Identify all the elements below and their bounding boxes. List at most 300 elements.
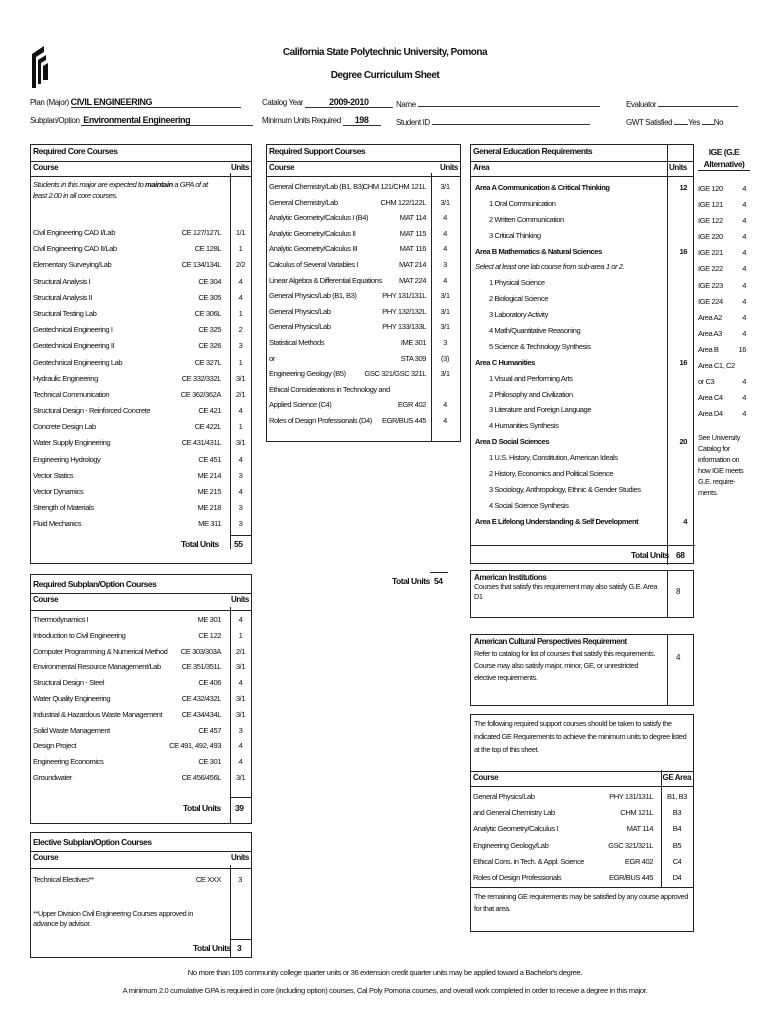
ge-subarea-row: [471, 275, 693, 291]
course-units: 3: [443, 337, 447, 347]
course-name: Structural Analysis II: [33, 292, 92, 302]
course-code: CE 134/134L: [181, 260, 221, 270]
course-units: 1: [238, 308, 243, 318]
ge-subarea-row: [471, 402, 693, 418]
course-name: Engineering Geology (B5): [269, 369, 346, 379]
ge-area-text: 4 Humanities Synthesis: [489, 421, 559, 431]
ige-row: [698, 245, 750, 261]
course-name: Geotechnical Engineering II: [33, 341, 115, 351]
core-total-value: 55: [234, 539, 243, 549]
course-code: CE 421: [198, 406, 221, 416]
course-row: [31, 371, 251, 387]
course-name: General Physics/Lab: [269, 306, 331, 316]
core-title: Required Core Courses: [31, 145, 251, 162]
ige-column: [698, 146, 750, 498]
ge-subarea-row: [471, 307, 693, 323]
course-code: CE 304: [198, 276, 221, 286]
course-code: PHY 133/133L: [382, 322, 426, 332]
ige-row: [698, 181, 750, 197]
ge-area-text: 1 Oral Communication: [489, 198, 556, 208]
gwt-yes-label: Yes: [688, 118, 700, 127]
course-row: [31, 241, 251, 257]
american-institutions-text: Courses that satisfy this requirement may also satisfy G.E. Area D1: [474, 582, 658, 601]
course-code: CE 301: [198, 757, 221, 767]
student-id-field[interactable]: [396, 115, 590, 127]
support-col-course: Course: [269, 163, 295, 172]
course-code: IME 301: [400, 337, 426, 347]
subplan-rows: [31, 611, 251, 786]
course-name: Environmental Resource Management/Lab: [33, 662, 161, 672]
evaluator-label: Evaluator: [626, 100, 657, 109]
support-ge-course: Engineering Geology/Lab: [473, 840, 549, 850]
plan-label: Plan (Major): [30, 98, 69, 107]
support-ge-row: [471, 821, 693, 837]
support-ge-area: B4: [672, 824, 682, 834]
ge-subarea-row: [471, 339, 693, 355]
ige-units: 4: [742, 377, 746, 387]
course-code: PHY 132/132L: [382, 306, 426, 316]
support-ge-code: EGR 402: [624, 856, 653, 866]
ige-course: IGE 120: [698, 184, 723, 193]
name-field[interactable]: [396, 97, 600, 109]
course-name: Groundwater: [33, 772, 72, 782]
support-ge-code: CHM 121L: [620, 808, 653, 818]
support-ge-code: PHY 131/131L: [609, 792, 653, 801]
ige-course: IGE 224: [698, 296, 723, 306]
course-units: 3: [443, 259, 447, 269]
course-units: 3/1: [440, 306, 450, 316]
course-name: Strength of Materials: [33, 503, 94, 513]
ge-area-text: 1 Visual and Performing Arts: [489, 373, 573, 383]
course-code: CE 303/303A: [180, 646, 221, 656]
course-row: [31, 257, 251, 273]
course-code: ME 311: [198, 519, 221, 529]
ge-area-text: Area C Humanities: [475, 357, 535, 367]
course-code: ME 301: [197, 615, 221, 624]
ge-area-text: 2 Philosophy and Civilization: [489, 389, 573, 399]
course-units: 3/1: [440, 322, 450, 332]
ge-total-label: Total Units: [631, 550, 669, 560]
plan-value: CIVIL ENGINEERING: [70, 97, 153, 107]
ge-area-text: 3 Critical Thinking: [489, 230, 541, 240]
ge-area-text: 3 Literature and Foreign Language: [489, 405, 592, 415]
elective-course-code: CE XXX: [195, 875, 221, 884]
course-units: 4: [238, 454, 243, 464]
course-code: CE 351/351L: [181, 662, 221, 672]
student-id-label: Student ID: [396, 118, 430, 127]
course-units: 4: [238, 615, 243, 624]
support-ge-code: GSC 321/321L: [608, 840, 653, 850]
ige-course: Area A3: [698, 328, 722, 338]
ige-course: IGE 223: [698, 280, 723, 290]
course-name: Structural Design - Reinforced Concrete: [33, 406, 151, 416]
course-units: 1/1: [235, 228, 246, 237]
ge-title: General Education Requirements: [473, 146, 593, 156]
course-name: General Chemistry/Lab (B1, B3): [269, 182, 364, 191]
course-code: PHY 131/131L: [382, 291, 426, 301]
ige-course: IGE 220: [698, 232, 723, 242]
ige-units: 16: [738, 344, 746, 354]
course-row: [31, 628, 251, 644]
ige-row: [698, 229, 750, 245]
ge-area-row: [471, 244, 693, 260]
course-units: 1: [238, 422, 243, 432]
catalog-year-value: 2009-2010: [329, 97, 369, 107]
american-cultural-units: 4: [676, 653, 681, 662]
support-total-value: 54: [434, 576, 443, 586]
ge-area-text: 2 Written Communication: [489, 214, 564, 224]
support-ge-code: MAT 114: [626, 824, 653, 834]
support-ge-box: [470, 714, 694, 932]
course-units: 4: [443, 213, 447, 223]
elective-total-label: Total Units: [193, 943, 231, 953]
ge-area-text: 5 Science & Technology Synthesis: [489, 341, 591, 351]
course-row: [31, 516, 251, 532]
ige-row: [698, 278, 750, 294]
support-ge-footer: The remaining GE requirements may be satisfied by any course approved for that area.: [474, 892, 688, 913]
subplan-col-units: Units: [230, 595, 249, 604]
course-name: Introduction to Civil Engineering: [33, 630, 126, 640]
course-name: Ethical Considerations in Technology and: [269, 384, 390, 394]
course-name: Computer Programming & Numerical Method: [33, 646, 168, 656]
core-rows: [31, 225, 251, 533]
american-cultural-text: Refer to catalog for list of courses that satisfy this requirements. Course may also satisfy major, minor, GE, or unrestricted elective requirements.: [474, 649, 656, 682]
course-code: CE 362/362A: [180, 389, 221, 399]
ige-row: [698, 390, 750, 406]
course-code: MAT 214: [399, 259, 426, 269]
course-units: 4: [238, 741, 243, 751]
ige-units: 4: [742, 232, 746, 242]
support-ge-area: C4: [672, 856, 682, 866]
course-code: CE 491, 492, 493: [169, 741, 221, 751]
course-row: [31, 338, 251, 354]
course-units: 3: [238, 503, 243, 513]
course-units: 2/1: [235, 389, 246, 399]
course-code: CE 306L: [194, 308, 221, 318]
course-name: Linear Algebra & Differential Equations: [269, 275, 382, 285]
course-units: 4: [443, 228, 447, 238]
ge-subarea-row: [471, 466, 693, 482]
ge-area-units: 4: [683, 516, 687, 526]
support-ge-area: B3: [672, 808, 682, 818]
course-name: Applied Science (C4): [269, 400, 332, 410]
catalog-year-field: [262, 97, 393, 108]
ige-row: [698, 326, 750, 342]
course-units: 4: [443, 275, 447, 285]
american-cultural-box: [470, 634, 694, 706]
ge-area-text: 3 Laboratory Activity: [489, 310, 548, 320]
course-name: Calculus of Several Variables I: [269, 259, 358, 269]
gwt-field: [626, 115, 723, 127]
ige-course: IGE 222: [698, 264, 723, 274]
course-code: CHM 122/122L: [380, 197, 426, 207]
ge-subarea-row: [471, 498, 693, 514]
core-gpa-note: Students in this major are expected to maintain a GPA of at least 2.00 in all core courses.: [33, 180, 208, 200]
gwt-yes-blank[interactable]: [674, 115, 688, 125]
ge-subarea-row: [471, 323, 693, 339]
subplan-field: [30, 115, 253, 126]
elective-title: Elective Subplan/Option Courses: [31, 833, 251, 852]
course-name: Structural Design - Steel: [33, 678, 105, 688]
min-units-label: Minimum Units Required: [262, 116, 341, 125]
course-units: 4: [238, 276, 243, 286]
course-units: 3/1: [440, 182, 450, 191]
course-name: Water Quality Engineering: [33, 693, 111, 703]
support-ge-row: [471, 854, 693, 870]
course-code: EGR/BUS 445: [381, 415, 426, 425]
ge-area-row: [471, 434, 693, 450]
gwt-no-blank[interactable]: [702, 115, 714, 125]
ige-row: [698, 294, 750, 310]
support-ge-col-area: GE Area: [662, 773, 691, 782]
elective-col-units: Units: [230, 853, 249, 862]
support-total-label: Total Units: [392, 576, 430, 586]
course-code: MAT 114: [399, 213, 426, 223]
course-code: CE 451: [198, 454, 221, 464]
american-institutions-title: American Institutions: [474, 573, 547, 582]
elective-courses-box: [30, 832, 252, 958]
ge-rows: [471, 177, 693, 530]
support-title: Required Support Courses: [267, 145, 460, 162]
course-units: 3/1: [235, 693, 246, 703]
course-name: Analytic Geometry/Calculus I (B4): [269, 213, 369, 223]
course-row: [31, 612, 251, 628]
ge-column-header: [471, 161, 693, 177]
support-ge-course: Analytic Geometry/Calculus I: [473, 824, 558, 834]
course-units: 3/1: [235, 662, 246, 672]
ige-course: Area B: [698, 344, 719, 354]
support-ge-row: [471, 870, 693, 886]
support-ge-rows: [471, 787, 693, 886]
ige-course: Area C1, C2: [698, 361, 735, 371]
gwt-label: GWT Satisfied: [626, 118, 673, 127]
support-col-units: Units: [439, 163, 458, 172]
support-ge-area: B1, B3: [666, 792, 688, 801]
ige-row: [698, 197, 750, 213]
ige-course: IGE 122: [698, 216, 723, 226]
elective-total-value: 3: [237, 943, 242, 953]
document-title: Degree Curriculum Sheet: [330, 70, 440, 81]
course-row: [31, 500, 251, 516]
ige-course: Area D4: [698, 409, 723, 419]
course-code: GSC 321/GSC 321L: [364, 369, 426, 379]
course-row: [31, 387, 251, 403]
course-name: Geotechnical Engineering Lab: [33, 357, 123, 367]
subplan-total-label: Total Units: [183, 803, 221, 813]
ge-area-row: [471, 514, 693, 530]
catalog-year-label: Catalog Year: [262, 98, 304, 107]
ge-total-value: 68: [676, 550, 685, 560]
course-code: CE 127/127L: [181, 228, 221, 237]
min-units-value: 198: [354, 115, 369, 125]
name-label: Name: [396, 100, 416, 109]
course-code: CE 431/431L: [181, 438, 221, 448]
course-row: [31, 659, 251, 675]
course-name: General Chemistry/Lab: [269, 197, 338, 207]
course-code: CE 332/332L: [181, 373, 221, 383]
subplan-title: Required Subplan/Option Courses: [31, 575, 251, 594]
elective-row: [31, 875, 251, 886]
support-ge-column-header: [471, 771, 693, 787]
course-name: General Physics/Lab: [269, 322, 331, 332]
course-units: (3): [441, 353, 449, 363]
ige-course: IGE 121: [698, 200, 723, 210]
course-units: 3/1: [235, 438, 246, 448]
ige-units: 4: [742, 280, 746, 290]
course-name: Statistical Methods: [269, 337, 325, 347]
course-row: [31, 675, 251, 691]
support-ge-intro: The following required support courses should be taken to satisfy the indicated GE Requirements to achieve the minimum units to degree listed at the top of this sheet.: [474, 719, 687, 754]
course-name: Water Supply Engineering: [33, 438, 111, 448]
course-code: EGR 402: [397, 400, 426, 410]
support-ge-code: EGR/BUS 445: [608, 872, 653, 882]
course-row: [31, 355, 251, 371]
course-code: CE 305: [198, 292, 221, 302]
ge-col-area: Area: [473, 163, 490, 172]
course-row: [31, 290, 251, 306]
subplan-total-value: 39: [235, 803, 244, 813]
course-row: [31, 225, 251, 241]
course-row: [31, 738, 251, 754]
course-units: 4: [238, 406, 243, 416]
ige-row: [698, 406, 750, 422]
ge-area-text: 1 Physical Science: [489, 278, 545, 288]
ige-title: IGE (G.E Alternative): [698, 146, 750, 171]
ige-row: [698, 342, 750, 358]
support-ge-course: and General Chemistry Lab: [473, 808, 555, 818]
ge-subarea-row: [471, 228, 693, 244]
ige-units: 4: [742, 296, 746, 306]
course-row: [31, 322, 251, 338]
course-name: Engineering Hydrology: [33, 454, 101, 464]
core-column-header: [31, 162, 251, 177]
ige-row: [698, 310, 750, 326]
course-name: Vector Dynamics: [33, 487, 84, 496]
course-name: Engineering Economics: [33, 757, 104, 767]
ige-units: 4: [742, 264, 746, 274]
ge-area-row: [471, 180, 693, 196]
course-row: [31, 468, 251, 484]
course-units: 4: [238, 678, 243, 688]
ge-subarea-row: [471, 418, 693, 434]
subplan-courses-box: [30, 574, 252, 824]
support-ge-course: Roles of Design Professionals: [473, 872, 562, 882]
course-units: 2/2: [235, 260, 246, 270]
ge-area-row: [471, 355, 693, 371]
ige-units: 4: [742, 184, 746, 193]
subplan-col-course: Course: [33, 595, 59, 604]
course-name: Technical Communication: [33, 389, 110, 399]
course-name: Structural Analysis I: [33, 276, 91, 286]
course-units: 2/1: [235, 646, 246, 656]
ige-units: 4: [742, 312, 746, 322]
ge-area-units: 12: [679, 183, 687, 192]
course-name: Fluid Mechanics: [33, 519, 82, 529]
ige-row: [698, 213, 750, 229]
course-units: 2: [238, 325, 243, 335]
course-units: 3/1: [235, 373, 246, 383]
course-name: Vector Statics: [33, 470, 74, 480]
footer-line-2: A minimum 2.0 cumulative GPA is required in core (including option) courses, Cal Poly Pomona courses, and overall work completed in order to receive a degree in this major.: [122, 986, 648, 995]
support-ge-area: B5: [672, 840, 682, 850]
ige-rows: [698, 181, 750, 422]
course-units: 3/1: [235, 709, 246, 719]
core-courses-box: [30, 144, 252, 564]
ige-course: Area C4: [698, 393, 723, 403]
ge-area-text: Select at least one lab course from sub-area 1 or 2.: [475, 262, 625, 272]
course-name: Solid Waste Management: [33, 725, 110, 735]
course-units: 4: [443, 400, 447, 410]
support-ge-course: General Physics/Lab: [473, 792, 535, 801]
course-code: MAT 224: [399, 275, 426, 285]
ige-row: [698, 374, 750, 390]
ge-subarea-row: [471, 371, 693, 387]
course-units: 3: [238, 341, 243, 351]
evaluator-field[interactable]: [626, 97, 738, 109]
subplan-label: Subplan/Option: [30, 116, 80, 125]
ige-units: 4: [742, 248, 746, 258]
course-units: 1: [238, 357, 243, 367]
min-units-field: [262, 115, 381, 126]
ge-requirements-box: [470, 144, 694, 564]
course-name: Geotechnical Engineering I: [33, 325, 113, 335]
course-name: General Physics/Lab (B1, B3): [269, 291, 357, 301]
course-units: 3: [238, 519, 243, 529]
ige-row: [698, 261, 750, 277]
course-row: [31, 691, 251, 707]
ge-area-units: 16: [679, 357, 687, 367]
course-name: Concrete Design Lab: [33, 422, 96, 432]
course-name: Analytic Geometry/Calculus II: [269, 228, 356, 238]
course-row: [31, 707, 251, 723]
ige-row: [698, 358, 750, 374]
course-code: CE 128L: [194, 244, 221, 254]
course-units: 4: [443, 244, 447, 254]
ige-units: 4: [742, 409, 746, 419]
course-name: Analytic Geometry/Calculus III: [269, 244, 358, 254]
support-ge-course: Ethical Cons. in Tech. & Appl. Science: [473, 856, 585, 866]
support-ge-area: D4: [672, 872, 682, 882]
ge-area-text: 4 Social Science Synthesis: [489, 500, 569, 510]
course-units: 4: [238, 487, 243, 496]
ige-course: IGE 221: [698, 248, 723, 258]
course-row: [31, 419, 251, 435]
support-ge-col-course: Course: [473, 773, 499, 782]
course-units: 3/1: [235, 772, 246, 782]
ige-note: See University Catalog for information on how IGE meets G.E. require-ments.: [698, 433, 744, 498]
course-row: [31, 274, 251, 290]
footer-line-1: No more than 105 community college quarter units or 36 extension credit quarter units may be applied toward a Bachelor's degree.: [187, 968, 583, 977]
course-code: CE 325: [198, 325, 221, 335]
core-col-units: Units: [230, 163, 249, 172]
course-name: Design Project: [33, 741, 77, 751]
ge-area-text: 2 History, Economics and Political Science: [489, 469, 614, 479]
ge-subarea-row: [471, 212, 693, 228]
course-name: Civil Engineering CAD I/Lab: [33, 228, 115, 237]
course-code: MAT 115: [399, 228, 426, 238]
course-row: [31, 403, 251, 419]
course-row: [31, 770, 251, 786]
ige-course: or C3: [698, 377, 715, 387]
course-name: Thermodynamics I: [33, 615, 89, 624]
course-code: CE 457: [198, 725, 221, 735]
american-institutions-box: [470, 570, 694, 618]
course-units: 3: [238, 725, 243, 735]
support-ge-row: [471, 789, 693, 805]
course-row: [31, 306, 251, 322]
ge-col-units: Units: [668, 163, 687, 172]
course-row: [31, 644, 251, 660]
